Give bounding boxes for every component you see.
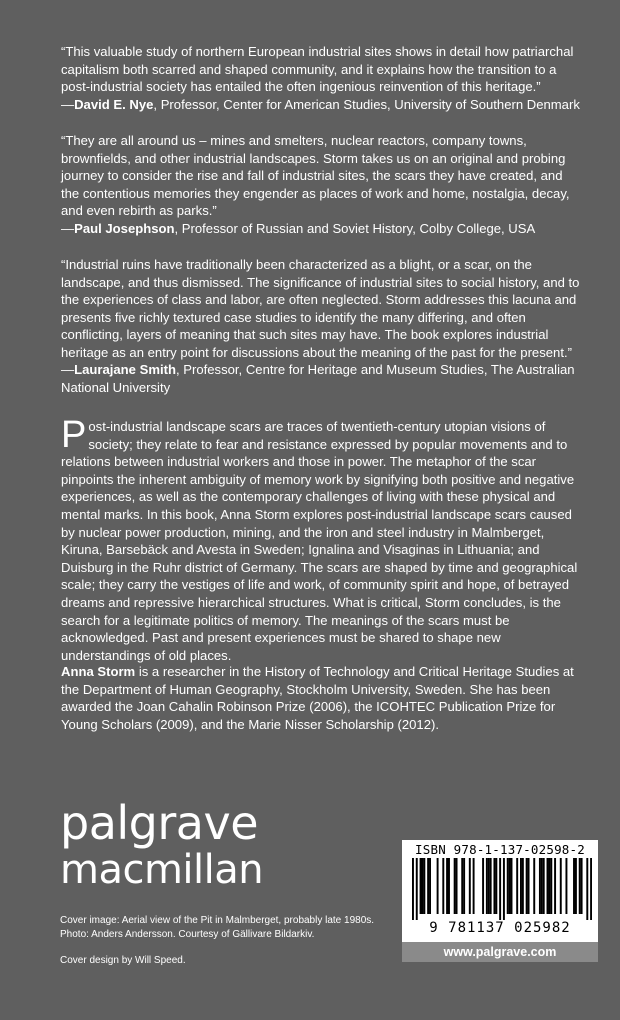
barcode-bar — [516, 858, 518, 914]
barcode-bar — [565, 858, 567, 914]
barcode-bar — [541, 858, 543, 914]
barcode-bar — [520, 858, 522, 914]
ean-digits: 9 781137 025982 — [429, 920, 571, 936]
barcode-bar — [427, 858, 429, 914]
barcode-bar — [495, 858, 497, 914]
book-description — [61, 414, 589, 664]
endorser-name: Laurajane Smith — [74, 362, 176, 377]
barcode-bar — [448, 858, 450, 914]
cover-image-credit: Cover image: Aerial view of the Pit in Malmberget, probably late 1980s. Photo: Anders Andersson. Courtesy of Gällivare Bildarkiv. — [60, 915, 375, 940]
endorser-name: Paul Josephson — [74, 220, 175, 236]
cover-design-credit: Cover design by Will Speed. — [60, 955, 186, 966]
barcode-bar — [461, 858, 463, 914]
drop-cap: P — [61, 414, 87, 456]
barcode-bar — [437, 858, 439, 914]
barcode-bar — [442, 858, 444, 914]
barcode-bar — [579, 858, 581, 914]
barcode-bar — [499, 858, 501, 920]
logo-line-palgrave: palgrave — [60, 796, 258, 850]
bio-text: is a researcher in the History of Technology and Critical Heritage Studies at the Department of Human Geography, Stockholm University, Sweden. She has been awarded the Joan Cahalin Robinson Prize (2006), the ICOHTEC Publication Prize for Young Scholars (2009), and the Marie Nisser Scholarship (2012). — [61, 664, 574, 732]
barcode-bar — [509, 858, 511, 914]
logo-line-macmillan: macmillan — [60, 847, 264, 893]
endorsement-josephson — [61, 132, 581, 237]
barcode-bar — [575, 858, 577, 914]
attribution: —Laurajane Smith, Professor, Centre for Heritage and Museum Studies, The Australian National University — [61, 362, 575, 395]
barcode-bar — [547, 858, 549, 914]
barcode-bar — [446, 858, 448, 914]
barcode-bar — [539, 858, 541, 914]
barcode-bar — [469, 858, 471, 914]
barcode-bar — [550, 858, 552, 914]
publisher-url: www.palgrave.com — [402, 942, 598, 962]
barcode-bar — [456, 858, 458, 914]
author-name: Anna Storm — [61, 664, 136, 679]
barcode-bar — [533, 858, 535, 914]
barcode-bar — [526, 858, 528, 914]
barcode-bar — [482, 858, 484, 914]
endorser-name: David E. Nye — [74, 96, 154, 112]
endorsement-smith — [61, 256, 581, 396]
barcode-bar — [590, 858, 592, 920]
barcode-bar — [463, 858, 465, 914]
attribution: —David E. Nye, Professor, Center for American Studies, University of Southern Denmark — [61, 96, 580, 112]
barcode-bar — [507, 858, 509, 914]
attribution: —Paul Josephson, Professor of Russian and Soviet History, Colby College, USA — [61, 220, 536, 236]
quote-text: “This valuable study of northern European industrial sites shows in detail how patriarchal capitalism both scarred and shaped community, and it explains how the transition to a post-industrial society has entailed the often ingenious reinvention of this heritage.” — [61, 44, 574, 94]
publisher-logo — [60, 798, 263, 892]
barcode-bar — [429, 858, 431, 914]
barcode-bar — [586, 858, 588, 920]
barcode-bar — [423, 858, 425, 914]
barcode-bar — [503, 858, 505, 920]
barcode-bar — [560, 858, 562, 914]
endorser-affiliation: , Professor, Centre for Heritage and Museum Studies, The Australian National University — [61, 362, 575, 395]
endorser-affiliation: , Professor, Center for American Studies, University of Southern Denmark — [153, 96, 580, 112]
barcode-bars — [412, 858, 592, 920]
isbn-label: ISBN 978-1-137-02598-2 — [415, 842, 585, 857]
barcode-bar — [490, 858, 492, 914]
barcode-bar — [488, 858, 490, 914]
barcode-bar — [493, 858, 495, 914]
barcode-bar — [543, 858, 545, 914]
quote-text: “Industrial ruins have traditionally been characterized as a blight, or a scar, on the landscape, and thus dismissed. The significance of industrial sites to social history, and to the experiences of class and labor, are often neglected. Storm addresses this lacuna and presents five richly textured case studies to identify the many differing, and often conflicting, layers of meaning that such sites may have. The book explores industrial heritage as an entry point for discussions about the meaning of the past for the present.” — [61, 257, 580, 360]
barcode-bar — [412, 858, 414, 920]
barcode-bar — [416, 858, 418, 920]
quote-text: “They are all around us – mines and smelters, nuclear reactors, company towns, brownfields, and other industrial landscapes. Storm takes us on an original and probing journey to consider the rise and fall of industrial sites, the scars they have created, and the contentious memories they engender as places of work and home, nostalgia, decay, and even rebirth as parks.” — [61, 133, 570, 218]
description-text: ost-industrial landscape scars are traces of twentieth-century utopian visions of society; they relate to fear and resistance expressed by popular movements and to relations between industrial workers and those in power. The metaphor of the scar pinpoints the inherent ambiguity of memory work by signifying both positive and negative experiences, as well as the contemporary challenges of living with these physical and mental marks. In this book, Anna Storm explores post-industrial landscape scars caused by nuclear power production, mining, and the iron and steel industry in Malmberget, Kiruna, Barsebäck and Avesta in Sweden; Ignalina and Visaginas in Lithuania; and Duisburg in the Ruhr district of Germany. The scars are shaped by time and geographical scale; they carry the vestiges of life and work, of community spirit and hope, of betrayed dreams and repressive hierarchical structures. What is critical, Storm concludes, is the search for a legitimate politics of memory. The meanings of the scars must be acknowledged. Past and present experiences must be shared to shape new understandings of old places. — [61, 419, 578, 663]
barcode-bar — [420, 858, 422, 914]
barcode-bar — [522, 858, 524, 914]
barcode-bar — [473, 858, 475, 914]
barcode-bar — [528, 858, 530, 914]
barcode-bar — [581, 858, 583, 914]
isbn-barcode — [402, 840, 598, 942]
barcode-bar — [548, 858, 550, 914]
barcode-bar — [486, 858, 488, 914]
barcode-bar — [511, 858, 513, 914]
author-bio — [61, 663, 589, 733]
barcode-bar — [454, 858, 456, 914]
endorser-affiliation: , Professor of Russian and Soviet History, Colby College, USA — [174, 220, 536, 236]
barcode-bar — [554, 858, 556, 914]
barcode-bar — [573, 858, 575, 914]
endorsements — [61, 43, 581, 415]
barcode-bar — [421, 858, 423, 914]
endorsement-nye — [61, 43, 581, 113]
